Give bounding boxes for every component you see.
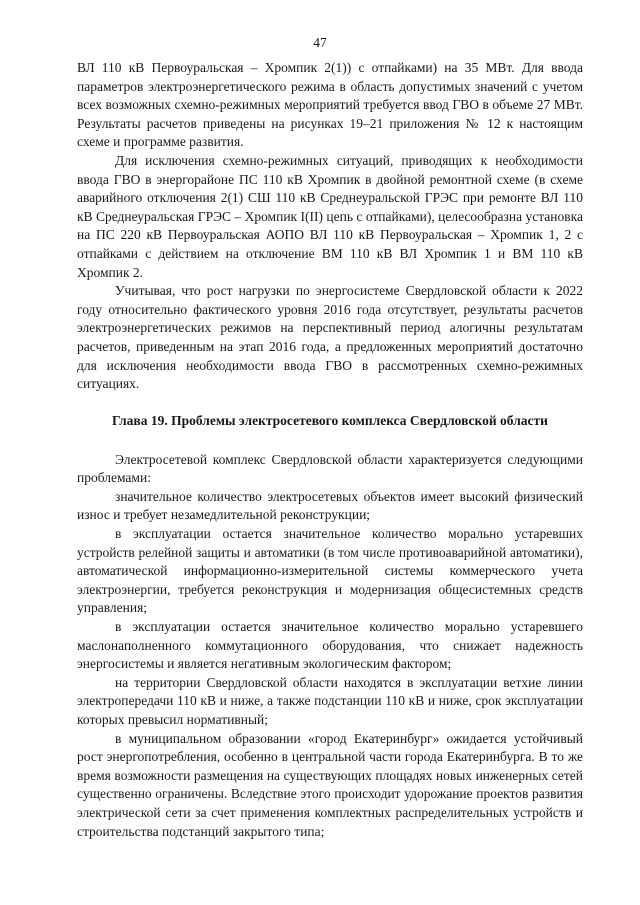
- paragraph: Для исключения схемно-режимных ситуаций, приводящих к необходимости ввода ГВО в энергорайоне ПС 110 кВ Хромпик в двойной ремонтной схеме (в схеме аварийного отключения 2(1) СШ 110 кВ Среднеуральской ГРЭС при ремонте ВЛ 110 кВ Среднеуральская ГРЭС – Хромпик I(II) цепь с отпайками), целесообразна установка на ПС 220 кВ Первоуральская АОПО ВЛ 110 кВ Первоуральская – Хромпик 1, 2 с отпайками с действием на отключение ВМ 110 кВ ВЛ Хромпик 1 и ВМ 110 кВ Хромпик 2.: [77, 152, 583, 280]
- list-item: в муниципальном образовании «город Екатеринбург» ожидается устойчивый рост энергопотребления, особенно в центральной части города Екатеринбурга. В то же время возможности размещения на существующих площадях новых инженерных сетей существенно ограничены. Вследствие этого происходит удорожание проектов развития электрической сети за счет применения комплектных распределительных устройств и строительства подстанций закрытого типа;: [77, 730, 583, 839]
- list-item: на территории Свердловской области находятся в эксплуатации ветхие линии электропередачи 110 кВ и ниже, а также подстанции 110 кВ и ниже, срок эксплуатации которых превысил нормативный;: [77, 674, 583, 727]
- chapter-heading: Глава 19. Проблемы электросетевого комплекса Свердловской области: [112, 412, 548, 428]
- paragraph: Электросетевой комплекс Свердловской области характеризуется следующими проблемами:: [77, 451, 583, 486]
- document-body: [77, 59, 583, 841]
- list-item: значительное количество электросетевых объектов имеет высокий физический износ и требует незамедлительной реконструкции;: [77, 488, 583, 523]
- paragraph: Учитывая, что рост нагрузки по энергосистеме Свердловской области к 2022 году относительно фактического уровня 2016 года отсутствует, результаты расчетов электроэнергетических режимов на перспективный период алогичны результатам расчетов, приведенным на этап 2016 года, а предложенных мероприятий достаточно для исключения необходимости ввода ГВО в рассмотренных схемно-режимных ситуациях.: [77, 283, 583, 392]
- list-item: в эксплуатации остается значительное количество морально устаревшего маслонаполненного коммутационного оборудования, что снижает надежность энергосистемы и является негативным экологическим фактором;: [77, 619, 583, 672]
- paragraph-continuation: ВЛ 110 кВ Первоуральская – Хромпик 2(1)) с отпайками) на 35 МВт. Для ввода параметров электроэнергетического режима в область допустимых значений с учетом всех возможных схемно-режимных мероприятий требуется ввод ГВО в объеме 27 МВт. Результаты расчетов приведены на рисунках 19–21 приложения № 12 к настоящим схеме и программе развития.: [77, 60, 583, 150]
- page-number: 47: [313, 35, 327, 50]
- list-item: в эксплуатации остается значительное количество морально устаревших устройств релейной защиты и автоматики (в том числе противоаварийной автоматики), автоматической информационно-измерительной системы коммерческого учета электроэнергии, требуется реконструкция и модернизация общесистемных средств управления;: [77, 526, 583, 616]
